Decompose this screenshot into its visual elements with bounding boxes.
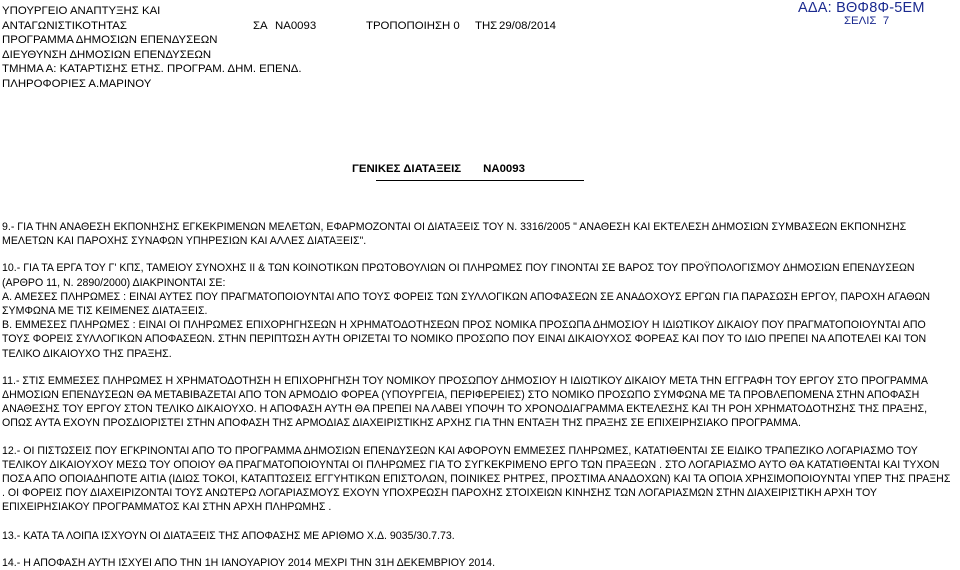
heading-underline xyxy=(376,180,584,181)
provision-paragraph: 12.- ΟΙ ΠΙΣΤΩΣΕΙΣ ΠΟΥ ΕΓΚΡΙΝΟΝΤΑΙ ΑΠΟ ΤΟ ΠΡΟΓΡΑΜΜΑ ΔΗΜΟΣΙΩΝ ΕΠΕΝΔΥΣΕΩΝ ΚΑΙ ΑΦΟΡΟΥΝ ΕΜΜΕΣΕΣ ΠΛΗΡΩΜΕΣ, ΚΑΤΑΤΙΘΕΝΤΑΙ ΣΕ ΕΙΔΙΚΟ ΤΡΑΠΕΖΙΚΟ ΛΟΓΑΡΙΑΣΜΟ ΤΟΥ ΤΕΛΙΚΟΥ ΔΙΚΑΙΟΥΧΟΥ ΜΕΣΩ ΤΟΥ ΟΠΟΙΟΥ ΘΑ ΠΡΑΓΜΑΤΟΠΟΙΟΥΝΤΑΙ ΟΙ ΠΛΗΡΩΜΕΣ ΓΙΑ ΤΟ ΣΥΓΚΕΚΡΙΜΕΝΟ ΕΡΓΟ ΤΩΝ ΠΡΑΞΕΩΝ . ΣΤΟ ΛΟΓΑΡΙΑΣΜΟ ΑΥΤΟ ΘΑ ΚΑΤΑΤΙΘΕΝΤΑΙ ΚΑΙ ΤΥΧΟΝ ΠΟΣΑ ΑΠΟ ΟΠΟΙΑΔΗΠΟΤΕ ΑΙΤΙΑ (ΙΔΙΩΣ ΤΟΚΟΙ, ΚΑΤΑΠΤΩΣΕΙΣ ΕΓΓΥΗΤΙΚΩΝ ΕΠΙΣΤΟΛΩΝ, ΠΟΙΝΙΚΕΣ ΡΗΤΡΕΣ, ΠΡΟΣΤΙΜΑ ΑΝΑΔΟΧΩΝ) ΚΑΙ ΤΑ ΟΠΟΙΑ ΧΡΗΣΙΜΟΠΟΙΟΥΝΤΑΙ ΥΠΕΡ ΤΗΣ ΠΡΑΞΗΣ . ΟΙ ΦΟΡΕΙΣ ΠΟΥ ΔΙΑΧΕΙΡΙΖΟΝΤΑΙ ΤΟΥΣ ΑΝΩΤΕΡΩ ΛΟΓΑΡΙΑΣΜΟΥΣ ΕΧΟΥΝ ΥΠΟΧΡΕΩΣΗ ΠΑΡΟΧΗΣ ΣΤΟΙΧΕΙΩΝ ΚΙΝΗΣΗΣ ΤΩΝ ΛΟΓΑΡΙΑΣΜΩΝ ΣΤΗΝ ΔΙΑΧΕΙΡΙΣΤΙΚΗ ΑΡΧΗ ΤΟΥ ΕΠΙΧΕΙΡΗΣΙΑΚΟΥ ΠΡΟΓΡΑΜΜΑΤΟΣ ΚΑΙ ΣΤΗΝ ΑΡΧΗ ΠΛΗΡΩΜΗΣ . xyxy=(2,444,951,514)
provisions-text xyxy=(2,220,956,570)
provision-paragraph: Β. ΕΜΜΕΣΕΣ ΠΛΗΡΩΜΕΣ : ΕΙΝΑΙ ΟΙ ΠΛΗΡΩΜΕΣ ΕΠΙΧΟΡΗΓΗΣΕΩΝ Η ΧΡΗΜΑΤΟΔΟΤΗΣΕΩΝ ΠΡΟΣ ΝΟΜΙΚΑ ΠΡΟΣΩΠΑ ΔΗΜΟΣΙΟΥ Η ΙΔΙΩΤΙΚΟΥ ΔΙΚΑΙΟΥ ΠΟΥ ΠΡΑΓΜΑΤΟΠΟΙΟΥΝΤΑΙ ΑΠΟ ΤΟΥΣ ΦΟΡΕΙΣ ΣΥΛΛΟΓΙΚΩΝ ΑΠΟΦΑΣΕΩΝ. ΣΤΗΝ ΠΕΡΙΠΤΩΣΗ ΑΥΤΗ ΟΡΙΖΕΤΑΙ ΤΟ ΝΟΜΙΚΟ ΠΡΟΣΩΠΟ ΠΟΥ ΕΙΝΑΙ ΔΙΚΑΙΟΥΧΟΣ ΦΟΡΕΑΣ ΚΑΙ ΠΟΥ ΤΟ ΙΔΙΟ ΠΡΕΠΕΙ ΝΑ ΑΠΟΤΕΛΕΙ ΚΑΙ ΤΟΝ ΤΕΛΙΚΟ ΔΙΚΑΙΟΥΧΟ ΤΗΣ ΠΡΑΞΗΣ. xyxy=(2,319,927,360)
provision-paragraph: 14.- Η ΑΠΟΦΑΣΗ ΑΥΤΗ ΙΣΧΥΕΙ ΑΠΟ ΤΗΝ 1Η ΙΑΝΟΥΑΡΙΟΥ 2014 ΜΕΧΡΙ ΤΗΝ 31Η ΔΕΚΕΜΒΡΙΟΥ 2014. xyxy=(2,556,496,569)
date-label: ΤΗΣ xyxy=(475,20,498,32)
provision-paragraph: 11.- ΣΤΙΣ ΕΜΜΕΣΕΣ ΠΛΗΡΩΜΕΣ Η ΧΡΗΜΑΤΟΔΟΤΗΣΗ Η ΕΠΙΧΟΡΗΓΗΣΗ ΤΟΥ ΝΟΜΙΚΟΥ ΠΡΟΣΩΠΟΥ ΔΗΜΟΣΙΟΥ Η ΙΔΙΩΤΙΚΟΥ ΔΙΚΑΙΟΥ ΜΕΤΑ ΤΗΝ ΕΓΓΡΑΦΗ ΤΟΥ ΕΡΓΟΥ ΣΤΟ ΠΡΟΓΡΑΜΜΑ ΔΗΜΟΣΙΩΝ ΕΠΕΝΔΥΣΕΩΝ ΘΑ ΜΕΤΑΒΙΒΑΖΕΤΑΙ ΑΠΟ ΤΟΝ ΑΡΜΟΔΙΟ ΦΟΡΕΑ (ΥΠΟΥΡΓΕΙΑ, ΠΕΡΙΦΕΡΕΙΕΣ) ΣΤΟ ΝΟΜΙΚΟ ΠΡΟΣΩΠΟ ΣΥΜΦΩΝΑ ΜΕ ΤΑ ΠΡΟΒΛΕΠΟΜΕΝΑ ΣΤΗΝ ΑΠΟΦΑΣΗ ΑΝΑΘΕΣΗΣ ΤΟΥ ΕΡΓΟΥ ΣΤΟΝ ΤΕΛΙΚΟ ΔΙΚΑΙΟΥΧΟ. Η ΑΠΟΦΑΣΗ ΑΥΤΗ ΘΑ ΠΡΕΠΕΙ ΝΑ ΛΑΒΕΙ ΥΠΟΨΗ ΤΟ ΧΡΟΝΟΔΙΑΓΡΑΜΜΑ ΕΚΤΕΛΕΣΗΣ ΚΑΙ ΤΗ ΡΟΗ ΧΡΗΜΑΤΟΔΟΤΗΣΗΣ ΤΗΣ ΠΡΑΞΗΣ, ΟΠΩΣ ΑΥΤΑ ΕΧΟΥΝ ΠΡΟΣΔΙΟΡΙΣΤΕΙ ΣΤΗΝ ΑΠΟΦΑΣΗ ΤΗΣ ΑΡΜΟΔΙΑΣ ΔΙΑΧΕΙΡΙΣΤΙΚΗΣ ΑΡΧΗΣ ΓΙΑ ΤΗΝ ΕΝΤΑΞΗ ΤΗΣ ΠΡΑΞΗΣ ΣΕ ΕΠΙΧΕΙΡΗΣΙΑΚΟ ΠΡΟΓΡΑΜΜΑ. xyxy=(2,374,928,430)
ada-code: ΑΔΑ: ΒΘΦ8Φ-5ΕΜ xyxy=(798,0,925,16)
page-label: ΣΕΛΙΣ xyxy=(844,15,877,27)
section-code: ΝΑ0093 xyxy=(483,163,525,175)
page-number: 7 xyxy=(882,15,890,27)
page-indicator xyxy=(844,15,889,27)
issuer-line: ΔΙΕΥΘΥΝΣΗ ΔΗΜΟΣΙΩΝ ΕΠΕΝΔΥΣΕΩΝ xyxy=(2,48,212,61)
document-date: 29/08/2014 xyxy=(499,20,557,32)
issuer-line: ΥΠΟΥΡΓΕΙΟ ΑΝΑΠΤΥΞΗΣ ΚΑΙ xyxy=(2,5,161,17)
modification-label: ΤΡΟΠΟΠΟΙΗΣΗ 0 xyxy=(366,20,460,32)
provision-paragraph: Α. ΑΜΕΣΕΣ ΠΛΗΡΩΜΕΣ : ΕΙΝΑΙ ΑΥΤΕΣ ΠΟΥ ΠΡΑΓΜΑΤΟΠΟΙΟΥΝΤΑΙ ΑΠΟ ΤΟΥΣ ΦΟΡΕΙΣ ΤΩΝ ΣΥΛΛΟΓΙΚΩΝ ΑΠΟΦΑΣΕΩΝ ΣΕ ΑΝΑΔΟΧΟΥΣ ΕΡΓΩΝ ΓΙΑ ΠΑΡΑΣΩΣΗ ΕΡΓΟΥ, ΠΑΡΟΧΗ ΑΓΑΘΩΝ ΣΥΜΦΩΝΑ ΜΕ ΤΙΣ ΚΕΙΜΕΝΕΣ ΔΙΑΤΑΞΕΙΣ. xyxy=(2,290,931,318)
issuer-line: ΑΝΤΑΓΩΝΙΣΤΙΚΟΤΗΤΑΣ xyxy=(2,19,127,32)
sa-label: ΣΑ xyxy=(253,20,268,32)
provision-paragraph: 13.- ΚΑΤΑ ΤΑ ΛΟΙΠΑ ΙΣΧΥΟΥΝ ΟΙ ΔΙΑΤΑΞΕΙΣ ΤΗΣ ΑΠΟΦΑΣΗΣ ΜΕ ΑΡΙΘΜΟ Χ.Δ. 9035/30.7.73. xyxy=(2,529,455,542)
issuer-line: ΠΛΗΡΟΦΟΡΙΕΣ Α.ΜΑΡΙΝΟΥ xyxy=(2,77,152,90)
provision-paragraph: 9.- ΓΙΑ ΤΗΝ ΑΝΑΘΕΣΗ ΕΚΠΟΝΗΣΗΣ ΕΓΚΕΚΡΙΜΕΝΩΝ ΜΕΛΕΤΩΝ, ΕΦΑΡΜΟΖΟΝΤΑΙ ΟΙ ΔΙΑΤΑΞΕΙΣ ΤΟΥ Ν. 3316/2005 " ΑΝΑΘΕΣΗ ΚΑΙ ΕΚΤΕΛΕΣΗ ΔΗΜΟΣΙΩΝ ΣΥΜΒΑΣΕΩΝ ΕΚΠΟΝΗΣΗΣ ΜΕΛΕΤΩΝ ΚΑΙ ΠΑΡΟΧΗΣ ΣΥΝΑΦΩΝ ΥΠΗΡΕΣΙΩΝ ΚΑΙ ΑΛΛΕΣ ΔΙΑΤΑΞΕΙΣ". xyxy=(2,221,907,248)
section-title: ΓΕΝΙΚΕΣ ΔΙΑΤΑΞΕΙΣ xyxy=(352,163,462,175)
provision-paragraph: 10.- ΓΙΑ ΤΑ ΕΡΓΑ ΤΟΥ Γ' ΚΠΣ, ΤΑΜΕΙΟΥ ΣΥΝΟΧΗΣ ΙΙ & ΤΩΝ ΚΟΙΝΟΤΙΚΩΝ ΠΡΩΤΟΒΟΥΛΙΩΝ ΟΙ ΠΛΗΡΩΜΕΣ ΠΟΥ ΓΙΝΟΝΤΑΙ ΣΕ ΒΑΡΟΣ ΤΟΥ ΠΡΟΫΠΟΛΟΓΙΣΜΟΥ ΔΗΜΟΣΙΩΝ ΕΠΕΝΔΥΣΕΩΝ (ΑΡΘΡΟ 11, Ν. 2890/2000) ΔΙΑΚΡΙΝΟΝΤΑΙ ΣΕ: xyxy=(2,262,915,289)
sa-code: ΝΑ0093 xyxy=(275,20,317,32)
issuer-block xyxy=(2,4,302,92)
section-heading xyxy=(352,163,525,175)
issuer-line: ΤΜΗΜΑ Α: ΚΑΤΑΡΤΙΣΗΣ ΕΤΗΣ. ΠΡΟΓΡΑΜ. ΔΗΜ. ΕΠΕΝΔ. xyxy=(2,63,302,76)
issuer-line: ΠΡΟΓΡΑΜΜΑ ΔΗΜΟΣΙΩΝ ΕΠΕΝΔΥΣΕΩΝ xyxy=(2,34,218,47)
